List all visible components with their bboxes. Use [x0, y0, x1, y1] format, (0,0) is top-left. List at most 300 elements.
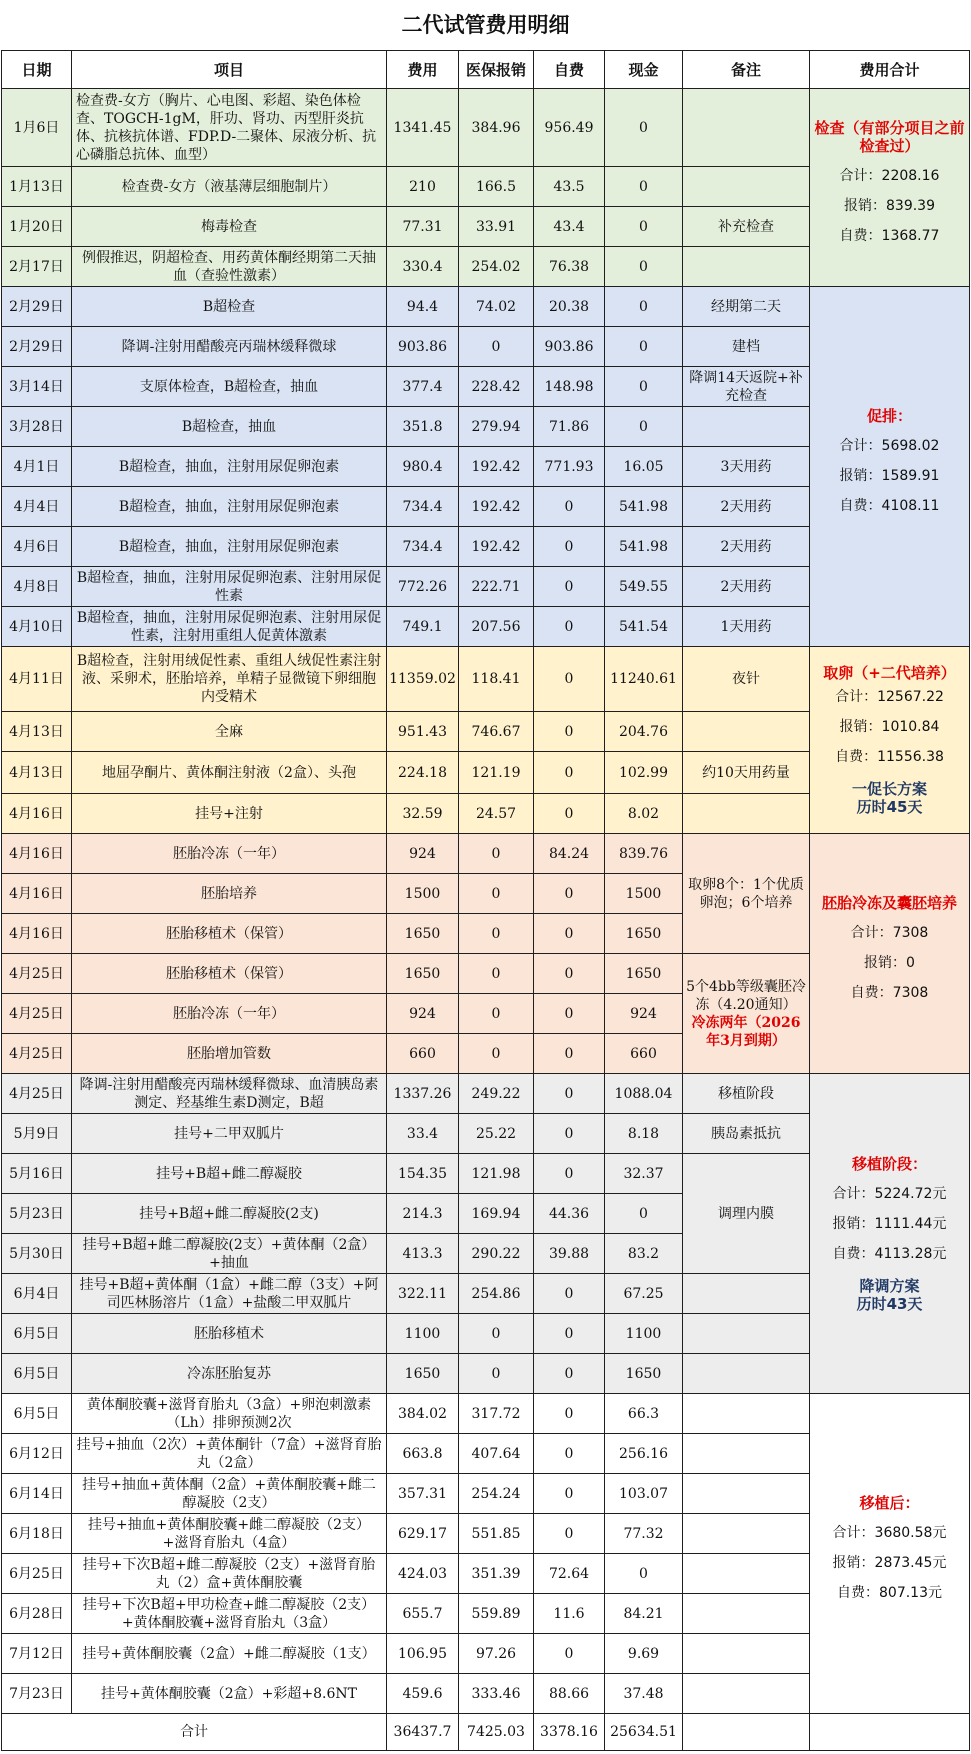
summary-check-total: 合计：2208.16	[839, 167, 940, 184]
cell-note	[683, 407, 810, 447]
cell-note: 建档	[683, 327, 810, 367]
summary-retrieve-plan: 一促长方案	[851, 780, 927, 798]
cell-self: 0	[534, 1074, 605, 1114]
cell-fee: 94.4	[387, 287, 459, 327]
cell-insurance: 551.85	[459, 1514, 534, 1554]
cell-date: 5月16日	[2, 1154, 72, 1194]
cell-self: 148.98	[534, 367, 605, 407]
cell-insurance: 228.42	[459, 367, 534, 407]
header-note: 备注	[683, 51, 810, 89]
cell-item: 挂号+黄体酮胶囊（2盒）+雌二醇凝胶（1支）	[72, 1634, 387, 1674]
cell-fee: 210	[387, 167, 459, 207]
cell-note	[683, 1634, 810, 1674]
cell-note	[683, 1354, 810, 1394]
cell-date: 6月14日	[2, 1474, 72, 1514]
cell-self: 0	[534, 1114, 605, 1154]
cell-self: 72.64	[534, 1554, 605, 1594]
cell-item: 挂号+黄体酮胶囊（2盒）+彩超+8.6NT	[72, 1674, 387, 1714]
cell-self: 0	[534, 1274, 605, 1314]
cell-fee: 924	[387, 834, 459, 874]
summary-retrieve-total: 合计：12567.22	[835, 689, 944, 705]
cell-cash: 84.21	[605, 1594, 683, 1634]
cell-note	[683, 1554, 810, 1594]
cell-self: 0	[534, 1034, 605, 1074]
note-endometrium: 调理内膜	[683, 1154, 810, 1274]
cell-note: 2天用药	[683, 567, 810, 607]
cell-date: 2月29日	[2, 287, 72, 327]
header-insurance: 医保报销	[459, 51, 534, 89]
total-cash: 25634.51	[605, 1714, 683, 1751]
cell-self: 0	[534, 647, 605, 712]
cell-fee: 322.11	[387, 1274, 459, 1314]
note-embryo-2-text: 5个4bb等级囊胚冷冻（4.20通知）	[686, 978, 806, 1013]
cell-cash: 0	[605, 327, 683, 367]
cell-fee: 32.59	[387, 794, 459, 834]
cell-self: 71.86	[534, 407, 605, 447]
header-cash: 现金	[605, 51, 683, 89]
cell-item: 胚胎增加管数	[72, 1034, 387, 1074]
cell-item: 胚胎移植术	[72, 1314, 387, 1354]
cell-cash: 1100	[605, 1314, 683, 1354]
cell-self: 0	[534, 914, 605, 954]
cell-self: 0	[534, 954, 605, 994]
cell-date: 4月13日	[2, 752, 72, 794]
cell-insurance: 351.39	[459, 1554, 534, 1594]
cell-fee: 1100	[387, 1314, 459, 1354]
cell-note: 降调14天返院+补充检查	[683, 367, 810, 407]
cell-item: 黄体酮胶囊+滋肾育胎丸（3盒）+卵泡刺激素（Lh）排卵预测2次	[72, 1394, 387, 1434]
cell-date: 4月6日	[2, 527, 72, 567]
summary-after-title: 移植后：	[859, 1493, 920, 1512]
cell-date: 2月29日	[2, 327, 72, 367]
cell-insurance: 25.22	[459, 1114, 534, 1154]
cell-fee: 351.8	[387, 407, 459, 447]
cell-insurance: 746.67	[459, 712, 534, 752]
cell-self: 0	[534, 1314, 605, 1354]
cell-cash: 67.25	[605, 1274, 683, 1314]
cell-fee: 629.17	[387, 1514, 459, 1554]
cell-insurance: 279.94	[459, 407, 534, 447]
cell-note	[683, 247, 810, 287]
cell-cash: 37.48	[605, 1674, 683, 1714]
cell-item: 挂号+抽血+黄体酮胶囊+雌二醇凝胶（2支）+滋肾育胎丸（4盒）	[72, 1514, 387, 1554]
cell-date: 4月25日	[2, 1034, 72, 1074]
cell-self: 0	[534, 994, 605, 1034]
cell-self: 771.93	[534, 447, 605, 487]
cell-item: 挂号+注射	[72, 794, 387, 834]
cell-insurance: 0	[459, 954, 534, 994]
total-fee: 36437.7	[387, 1714, 459, 1751]
cell-insurance: 0	[459, 874, 534, 914]
cell-fee: 77.31	[387, 207, 459, 247]
cell-cash: 660	[605, 1034, 683, 1074]
cell-note: 移植阶段	[683, 1074, 810, 1114]
total-self: 3378.16	[534, 1714, 605, 1751]
cell-fee: 660	[387, 1034, 459, 1074]
cell-fee: 413.3	[387, 1234, 459, 1274]
cell-date: 4月16日	[2, 794, 72, 834]
cell-note: 1天用药	[683, 607, 810, 647]
cell-date: 4月1日	[2, 447, 72, 487]
cell-item: B超检查，注射用绒促性素、重组人绒促性素注射液、采卵术，胚胎培养，单精子显微镜下卵细胞内受精术	[72, 647, 387, 712]
cell-self: 20.38	[534, 287, 605, 327]
cell-item: 全麻	[72, 712, 387, 752]
cell-fee: 11359.02	[387, 647, 459, 712]
cell-self: 0	[534, 1434, 605, 1474]
cell-item: B超检查	[72, 287, 387, 327]
cell-insurance: 222.71	[459, 567, 534, 607]
cell-note: 胰岛素抵抗	[683, 1114, 810, 1154]
summary-check-self: 自费：1368.77	[839, 227, 940, 244]
cell-cash: 0	[605, 207, 683, 247]
cell-self: 76.38	[534, 247, 605, 287]
cell-item: 例假推迟，阴超检查、用药黄体酮经期第二天抽血（查验性激素）	[72, 247, 387, 287]
cell-cash: 204.76	[605, 712, 683, 752]
cell-date: 6月5日	[2, 1354, 72, 1394]
cell-date: 6月12日	[2, 1434, 72, 1474]
cell-date: 4月16日	[2, 834, 72, 874]
summary-retrieve-self: 自费：11556.38	[835, 749, 944, 765]
cell-self: 0	[534, 874, 605, 914]
summary-retrieve-duration: 历时45天	[856, 798, 923, 816]
cell-note	[683, 167, 810, 207]
cell-insurance: 169.94	[459, 1194, 534, 1234]
cell-self: 44.36	[534, 1194, 605, 1234]
cell-date: 6月28日	[2, 1594, 72, 1634]
cell-date: 6月5日	[2, 1314, 72, 1354]
cell-self: 903.86	[534, 327, 605, 367]
total-summary	[810, 1714, 970, 1751]
cell-date: 4月25日	[2, 1074, 72, 1114]
cell-fee: 951.43	[387, 712, 459, 752]
total-row	[2, 1714, 970, 1751]
cell-self: 0	[534, 567, 605, 607]
cell-fee: 980.4	[387, 447, 459, 487]
cell-note	[683, 1594, 810, 1634]
summary-transfer-duration: 历时43天	[856, 1294, 923, 1313]
cell-insurance: 166.5	[459, 167, 534, 207]
cell-date: 4月4日	[2, 487, 72, 527]
cell-note	[683, 712, 810, 752]
cell-insurance: 74.02	[459, 287, 534, 327]
cell-item: B超检查，抽血，注射用尿促卵泡素、注射用尿促性素，注射用重组人促黄体激素	[72, 607, 387, 647]
cell-insurance: 192.42	[459, 487, 534, 527]
cell-fee: 1650	[387, 1354, 459, 1394]
cell-date: 4月16日	[2, 914, 72, 954]
header-row	[2, 51, 970, 89]
cell-cash: 1650	[605, 954, 683, 994]
cell-note: 经期第二天	[683, 287, 810, 327]
summary-transfer-title: 移植阶段：	[851, 1154, 927, 1173]
cell-insurance: 97.26	[459, 1634, 534, 1674]
cell-date: 3月14日	[2, 367, 72, 407]
cell-item: 挂号+抽血（2次）+黄体酮针（7盒）+滋肾育胎丸（2盒）	[72, 1434, 387, 1474]
summary-after-total: 合计：3680.58元	[832, 1524, 947, 1541]
cell-item: 支原体检查，B超检查，抽血	[72, 367, 387, 407]
cell-insurance: 0	[459, 1034, 534, 1074]
cell-self: 39.88	[534, 1234, 605, 1274]
cell-self: 0	[534, 794, 605, 834]
cell-self: 0	[534, 1394, 605, 1434]
cell-fee: 330.4	[387, 247, 459, 287]
summary-promote	[810, 287, 970, 647]
cell-cash: 839.76	[605, 834, 683, 874]
cell-insurance: 0	[459, 327, 534, 367]
cell-insurance: 254.02	[459, 247, 534, 287]
cell-self: 88.66	[534, 1674, 605, 1714]
note-embryo-2-red: 冷冻两年（2026年3月到期）	[691, 1014, 801, 1049]
cell-date: 4月25日	[2, 954, 72, 994]
cell-cash: 0	[605, 247, 683, 287]
summary-after-self: 自费：807.13元	[837, 1584, 942, 1601]
cell-note	[683, 89, 810, 167]
cell-date: 7月23日	[2, 1674, 72, 1714]
cell-note	[683, 794, 810, 834]
cell-date: 7月12日	[2, 1634, 72, 1674]
cell-cash: 83.2	[605, 1234, 683, 1274]
cell-fee: 384.02	[387, 1394, 459, 1434]
cell-cash: 1088.04	[605, 1074, 683, 1114]
cell-fee: 655.7	[387, 1594, 459, 1634]
cell-item: 胚胎冷冻（一年）	[72, 834, 387, 874]
summary-retrieve-insurance: 报销：1010.84	[839, 719, 940, 735]
cell-fee: 1337.26	[387, 1074, 459, 1114]
cell-fee: 224.18	[387, 752, 459, 794]
cell-date: 4月8日	[2, 567, 72, 607]
cell-item: B超检查，抽血，注射用尿促卵泡素	[72, 447, 387, 487]
cell-insurance: 254.86	[459, 1274, 534, 1314]
summary-promote-total: 合计：5698.02	[839, 437, 940, 454]
cell-cash: 549.55	[605, 567, 683, 607]
summary-promote-insurance: 报销：1589.91	[839, 467, 940, 484]
header-summary: 费用合计	[810, 51, 970, 89]
cell-insurance: 290.22	[459, 1234, 534, 1274]
cell-note	[683, 1394, 810, 1434]
total-insurance: 7425.03	[459, 1714, 534, 1751]
cell-cash: 77.32	[605, 1514, 683, 1554]
cell-cash: 0	[605, 407, 683, 447]
cell-note: 约10天用药量	[683, 752, 810, 794]
cell-item: 挂号+抽血+黄体酮（2盒）+黄体酮胶囊+雌二醇凝胶（2支）	[72, 1474, 387, 1514]
cell-fee: 1650	[387, 914, 459, 954]
cell-item: 地屈孕酮片、黄体酮注射液（2盒）、头孢	[72, 752, 387, 794]
summary-freeze-title: 胚胎冷冻及囊胚培养	[821, 893, 957, 912]
cell-item: 挂号+B超+雌二醇凝胶(2支)	[72, 1194, 387, 1234]
cell-cash: 256.16	[605, 1434, 683, 1474]
cell-insurance: 192.42	[459, 447, 534, 487]
cell-insurance: 407.64	[459, 1434, 534, 1474]
summary-freeze-insurance: 报销：0	[864, 954, 915, 971]
cell-fee: 734.4	[387, 487, 459, 527]
cell-cash: 11240.61	[605, 647, 683, 712]
cell-cash: 8.18	[605, 1114, 683, 1154]
total-note	[683, 1714, 810, 1751]
cell-item: B超检查，抽血，注射用尿促卵泡素	[72, 527, 387, 567]
cell-insurance: 384.96	[459, 89, 534, 167]
cell-fee: 772.26	[387, 567, 459, 607]
cell-cash: 9.69	[605, 1634, 683, 1674]
cell-self: 0	[534, 487, 605, 527]
cell-insurance: 0	[459, 994, 534, 1034]
cell-insurance: 192.42	[459, 527, 534, 567]
cell-fee: 924	[387, 994, 459, 1034]
cell-date: 4月16日	[2, 874, 72, 914]
expense-table	[1, 50, 970, 1751]
cell-insurance: 0	[459, 914, 534, 954]
cell-self: 0	[534, 752, 605, 794]
cell-insurance: 0	[459, 1314, 534, 1354]
summary-transfer	[810, 1074, 970, 1394]
cell-note	[683, 1274, 810, 1314]
cell-insurance: 207.56	[459, 607, 534, 647]
cell-self: 0	[534, 607, 605, 647]
cell-insurance: 33.91	[459, 207, 534, 247]
summary-freeze	[810, 834, 970, 1074]
cell-item: B超检查，抽血，注射用尿促卵泡素、注射用尿促性素	[72, 567, 387, 607]
summary-retrieve-title: 取卵（+二代培养）	[823, 664, 956, 682]
cell-date: 6月18日	[2, 1514, 72, 1554]
summary-transfer-plan: 降调方案	[859, 1276, 920, 1295]
cell-item: 检查费-女方（液基薄层细胞制片）	[72, 167, 387, 207]
cell-self: 84.24	[534, 834, 605, 874]
cell-self: 0	[534, 1354, 605, 1394]
cell-insurance: 121.19	[459, 752, 534, 794]
cell-date: 4月25日	[2, 994, 72, 1034]
cell-item: 挂号+B超+雌二醇凝胶(2支）+黄体酮（2盒）+抽血	[72, 1234, 387, 1274]
cell-insurance: 317.72	[459, 1394, 534, 1434]
cell-fee: 749.1	[387, 607, 459, 647]
cell-item: 梅毒检查	[72, 207, 387, 247]
header-self: 自费	[534, 51, 605, 89]
cell-note	[683, 1314, 810, 1354]
cell-date: 4月13日	[2, 712, 72, 752]
cell-fee: 106.95	[387, 1634, 459, 1674]
cell-fee: 154.35	[387, 1154, 459, 1194]
summary-transfer-insurance: 报销：1111.44元	[832, 1215, 947, 1232]
summary-after-insurance: 报销：2873.45元	[832, 1554, 947, 1571]
cell-note: 2天用药	[683, 487, 810, 527]
cell-note: 2天用药	[683, 527, 810, 567]
cell-self: 11.6	[534, 1594, 605, 1634]
summary-promote-self: 自费：4108.11	[839, 497, 940, 514]
cell-item: 胚胎冷冻（一年）	[72, 994, 387, 1034]
cell-self: 0	[534, 712, 605, 752]
cell-insurance: 118.41	[459, 647, 534, 712]
total-label: 合计	[2, 1714, 387, 1751]
summary-freeze-total: 合计：7308	[850, 924, 929, 941]
cell-note: 补充检查	[683, 207, 810, 247]
cell-cash: 8.02	[605, 794, 683, 834]
cell-note	[683, 1474, 810, 1514]
cell-fee: 1650	[387, 954, 459, 994]
table-row	[2, 1074, 970, 1114]
cell-insurance: 559.89	[459, 1594, 534, 1634]
table-row	[2, 287, 970, 327]
cell-date: 2月17日	[2, 247, 72, 287]
cell-insurance: 254.24	[459, 1474, 534, 1514]
cell-cash: 66.3	[605, 1394, 683, 1434]
cell-item: 挂号+下次B超+甲功检查+雌二醇凝胶（2支）+黄体酮胶囊+滋肾育胎丸（3盒）	[72, 1594, 387, 1634]
cell-fee: 214.3	[387, 1194, 459, 1234]
cell-cash: 0	[605, 1554, 683, 1594]
cell-cash: 0	[605, 287, 683, 327]
cell-cash: 1650	[605, 914, 683, 954]
cell-cash: 0	[605, 167, 683, 207]
summary-after	[810, 1394, 970, 1714]
cell-self: 956.49	[534, 89, 605, 167]
header-item: 项目	[72, 51, 387, 89]
summary-check-title: 检查（有部分项目之前检查过）	[814, 118, 965, 155]
cell-insurance: 121.98	[459, 1154, 534, 1194]
cell-date: 4月10日	[2, 607, 72, 647]
cell-cash: 0	[605, 367, 683, 407]
cell-fee: 1341.45	[387, 89, 459, 167]
cell-insurance: 24.57	[459, 794, 534, 834]
cell-cash: 924	[605, 994, 683, 1034]
cell-self: 0	[534, 1514, 605, 1554]
summary-retrieve	[810, 647, 970, 834]
note-embryo-2	[683, 954, 810, 1074]
cell-insurance: 0	[459, 1354, 534, 1394]
cell-item: 降调-注射用醋酸亮丙瑞林缓释微球、血清胰岛素测定、羟基维生素D测定，B超	[72, 1074, 387, 1114]
summary-promote-title: 促排：	[866, 406, 912, 425]
cell-note: 夜针	[683, 647, 810, 712]
summary-check	[810, 89, 970, 287]
cell-cash: 1650	[605, 1354, 683, 1394]
cell-date: 5月30日	[2, 1234, 72, 1274]
cell-item: 胚胎培养	[72, 874, 387, 914]
cell-fee: 459.6	[387, 1674, 459, 1714]
cell-date: 5月9日	[2, 1114, 72, 1154]
cell-note	[683, 1434, 810, 1474]
summary-freeze-self: 自费：7308	[850, 984, 929, 1001]
cell-insurance: 333.46	[459, 1674, 534, 1714]
cell-fee: 377.4	[387, 367, 459, 407]
cell-fee: 424.03	[387, 1554, 459, 1594]
cell-fee: 1500	[387, 874, 459, 914]
sheet-title: 二代试管费用明细	[401, 13, 570, 37]
cell-item: 检查费-女方（胸片、心电图、彩超、染色体检查、TOGCH-1gM，肝功、肾功、丙型肝炎抗体、抗核抗体谱、FDP.D-二聚体、尿液分析、抗心磷脂总抗体、血型）	[72, 89, 387, 167]
cell-note: 3天用药	[683, 447, 810, 487]
summary-check-insurance: 报销：839.39	[844, 197, 935, 214]
cell-fee: 33.4	[387, 1114, 459, 1154]
cell-date: 6月25日	[2, 1554, 72, 1594]
summary-transfer-self: 自费：4113.28元	[832, 1245, 947, 1262]
cell-item: 冷冻胚胎复苏	[72, 1354, 387, 1394]
cell-fee: 903.86	[387, 327, 459, 367]
cell-date: 4月11日	[2, 647, 72, 712]
cell-cash: 102.99	[605, 752, 683, 794]
cell-item: 降调-注射用醋酸亮丙瑞林缓释微球	[72, 327, 387, 367]
cell-item: 胚胎移植术（保管）	[72, 914, 387, 954]
cell-self: 0	[534, 1154, 605, 1194]
cell-self: 0	[534, 1474, 605, 1514]
cell-cash: 16.05	[605, 447, 683, 487]
cell-fee: 357.31	[387, 1474, 459, 1514]
cell-insurance: 0	[459, 834, 534, 874]
cell-cash: 541.98	[605, 487, 683, 527]
cell-cash: 541.54	[605, 607, 683, 647]
cell-cash: 0	[605, 89, 683, 167]
cell-self: 43.4	[534, 207, 605, 247]
cell-item: 挂号+B超+雌二醇凝胶	[72, 1154, 387, 1194]
table-row	[2, 1394, 970, 1434]
cell-date: 1月13日	[2, 167, 72, 207]
note-embryo-1: 取卵8个：1个优质卵泡；6个培养	[683, 834, 810, 954]
cell-date: 6月4日	[2, 1274, 72, 1314]
cell-date: 1月6日	[2, 89, 72, 167]
cell-cash: 103.07	[605, 1474, 683, 1514]
